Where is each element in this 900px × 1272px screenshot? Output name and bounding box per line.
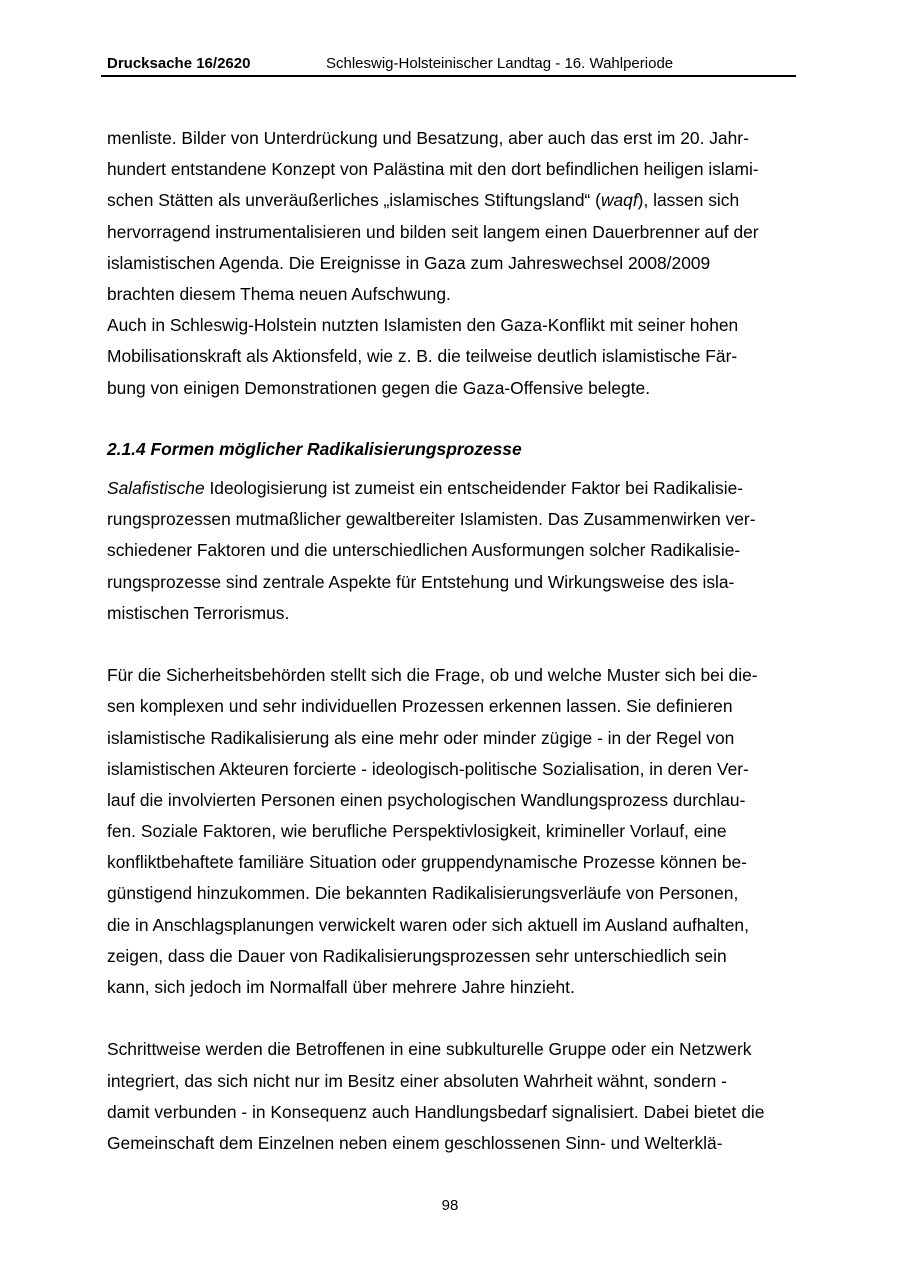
page-number: 98 xyxy=(441,1197,459,1214)
text-line: kann, sich jedoch im Normalfall über mehrere Jahre hinzieht. xyxy=(107,977,575,997)
text-line: die in Anschlagsplanungen verwickelt waren oder sich aktuell im Ausland aufhalten, xyxy=(107,914,749,935)
text-line: Schrittweise werden die Betroffenen in eine subkulturelle Gruppe oder ein Netzwerk xyxy=(107,1039,752,1060)
text-line: rungsprozesse sind zentrale Aspekte für Entstehung und Wirkungsweise des isla- xyxy=(107,571,735,592)
body-text-top xyxy=(107,123,807,404)
text-line: bung von einigen Demonstrationen gegen die Gaza-Offensive belegte. xyxy=(107,377,651,398)
text-line: zeigen, dass die Dauer von Radikalisierungsprozessen sehr unterschiedlich sein xyxy=(107,945,727,966)
text-line: schiedener Faktoren und die unterschiedlichen Ausformungen solcher Radikalisie- xyxy=(107,540,741,561)
text-line: Für die Sicherheitsbehörden stellt sich die Frage, ob und welche Muster sich bei die- xyxy=(107,665,758,686)
text-line: schen Stätten als unveräußerliches „islamisches Stiftungsland“ (waqf), lassen sich xyxy=(107,190,740,211)
text-line: sen komplexen und sehr individuellen Prozessen erkennen lassen. Sie definieren xyxy=(107,696,733,717)
text-line: menliste. Bilder von Unterdrückung und Besatzung, aber auch das erst im 20. Jahr- xyxy=(107,128,749,148)
text-line: günstigend hinzukommen. Die bekannten Radikalisierungsverläufe von Personen, xyxy=(107,883,739,904)
paragraph-gap xyxy=(107,1003,807,1034)
document-number: Drucksache 16/2620 xyxy=(107,55,251,72)
paragraph-gap xyxy=(107,629,807,660)
text-line: islamistischen Agenda. Die Ereignisse in Gaza zum Jahreswechsel 2008/2009 xyxy=(107,252,711,273)
body-text-main xyxy=(107,473,807,1159)
text-line: lauf die involvierten Personen einen psychologischen Wandlungsprozess durchlau- xyxy=(107,789,746,810)
text-line: islamistischen Akteuren forcierte - ideologisch-politische Sozialisation, in deren Ver- xyxy=(107,758,749,779)
text-line: rungsprozessen mutmaßlicher gewaltbereiter Islamisten. Das Zusammenwirken ver- xyxy=(107,509,756,530)
text-line: islamistische Radikalisierung als eine mehr oder minder zügige - in der Regel von xyxy=(107,727,735,748)
text-line: damit verbunden - in Konsequenz auch Handlungsbedarf signalisiert. Dabei bietet die xyxy=(107,1101,765,1122)
page-header xyxy=(101,53,796,77)
text-line: hundert entstandene Konzept von Palästina mit den dort befindlichen heiligen islami- xyxy=(107,159,759,180)
text-line: fen. Soziale Faktoren, wie berufliche Perspektivlosigkeit, krimineller Vorlauf, eine xyxy=(107,821,727,842)
text-line: konfliktbehaftete familiäre Situation oder gruppendynamische Prozesse können be- xyxy=(107,852,747,873)
text-line: Salafistische Ideologisierung ist zumeist ein entscheidender Faktor bei Radikalisie- xyxy=(107,478,744,498)
section-heading: 2.1.4 Formen möglicher Radikalisierungsprozesse xyxy=(107,439,522,459)
emphasis-salafistische: Salafistische xyxy=(107,478,205,498)
text-line: brachten diesem Thema neuen Aufschwung. xyxy=(107,283,451,304)
text-line: Mobilisationskraft als Aktionsfeld, wie z. B. die teilweise deutlich islamistische Fär- xyxy=(107,346,738,367)
text-line: integriert, das sich nicht nur im Besitz einer absoluten Wahrheit wähnt, sondern - xyxy=(107,1070,727,1091)
text-line: hervorragend instrumentalisieren und bilden seit langem einen Dauerbrenner auf der xyxy=(107,221,759,242)
text-line: Gemeinschaft dem Einzelnen neben einem geschlossenen Sinn- und Welterklä- xyxy=(107,1132,723,1153)
text-line: mistischen Terrorismus. xyxy=(107,602,290,623)
emphasis-waqf: waqf xyxy=(600,190,638,211)
text-line: Auch in Schleswig-Holstein nutzten Islamisten den Gaza-Konflikt mit seiner hohen xyxy=(107,315,739,336)
header-title: Schleswig-Holsteinischer Landtag - 16. Wahlperiode xyxy=(326,55,674,72)
